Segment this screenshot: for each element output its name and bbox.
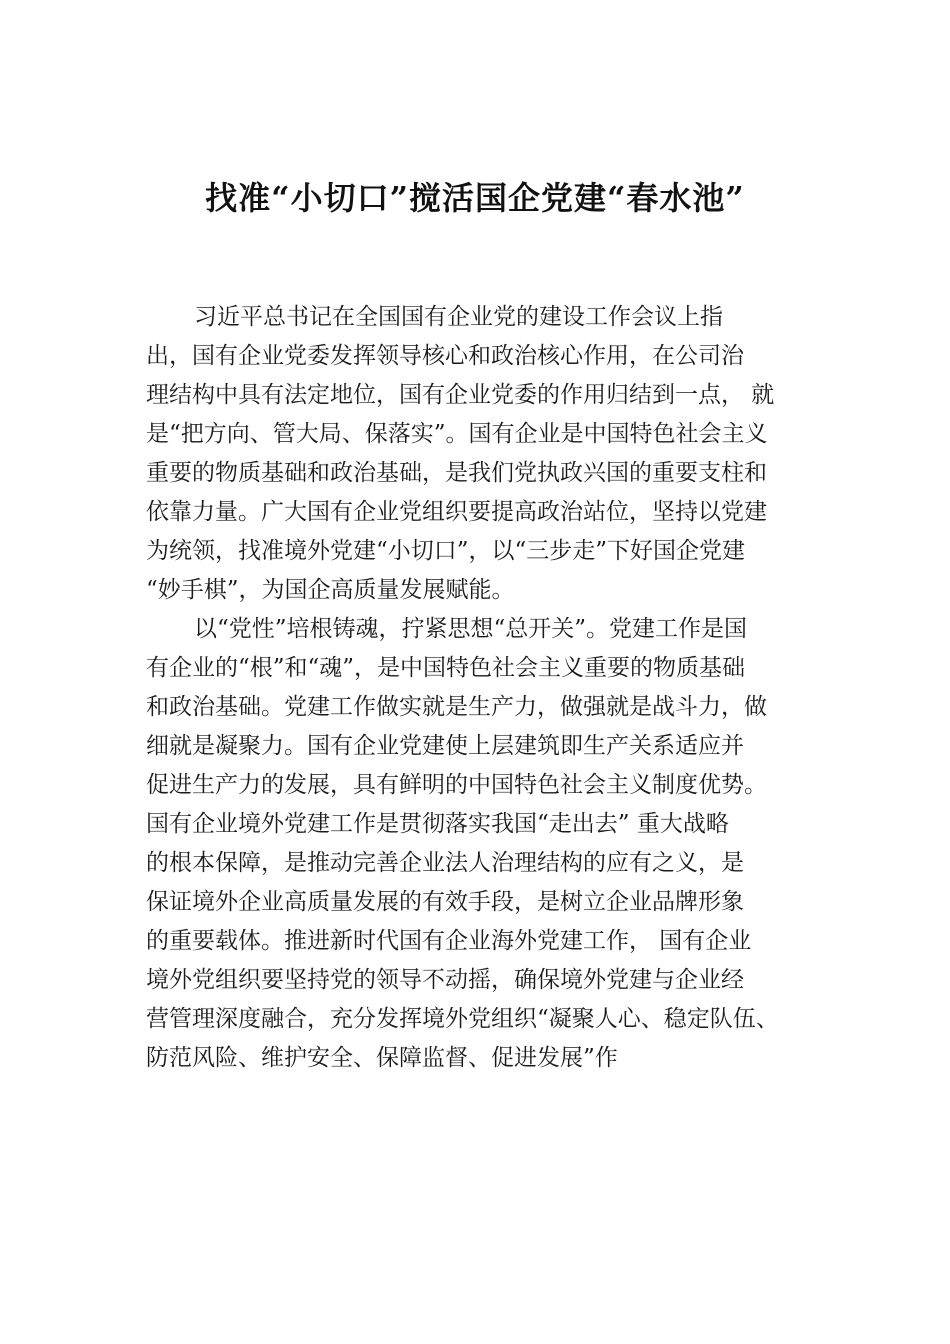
- paragraph-line: 细就是凝聚力。国有企业党建使上层建筑即生产关系适应并: [146, 733, 744, 759]
- document-body: [146, 298, 836, 1078]
- paragraph-1: [146, 298, 836, 610]
- paragraph-line: 促进生产力的发展，具有鲜明的中国特色社会主义制度优势。: [146, 772, 767, 798]
- paragraph-line: 是“把方向、管大局、保落实”。国有企业是中国特色社会主义: [146, 421, 768, 447]
- paragraph-line: 理结构中具有法定地位，国有企业党委的作用归结到一点， 就: [146, 382, 775, 408]
- paragraph-line: 营管理深度融合，充分发挥境外党组织“凝聚人心、稳定队伍、: [146, 1006, 779, 1032]
- paragraph-line: 出，国有企业党委发挥领导核心和政治核心作用，在公司治: [146, 343, 744, 369]
- paragraph-line: 有企业的“根”和“魂”，是中国特色社会主义重要的物质基础: [146, 655, 746, 681]
- paragraph-line: 重要的物质基础和政治基础，是我们党执政兴国的重要支柱和: [146, 460, 767, 486]
- paragraph-line: 习近平总书记在全国国有企业党的建设工作会议上指: [194, 304, 723, 330]
- document-title: 找准“小切口”搅活国企党建“春水池”: [205, 179, 745, 217]
- paragraph-line: 和政治基础。党建工作做实就是生产力，做强就是战斗力，做: [146, 694, 767, 720]
- paragraph-2: [146, 610, 836, 1078]
- paragraph-line: 为统领，找准境外党建“小切口”，以“三步走”下好国企党建: [146, 538, 746, 564]
- paragraph-line: 的根本保障，是推动完善企业法人治理结构的应有之义，是: [146, 850, 744, 876]
- paragraph-line: 以“党性”培根铸魂，拧紧思想“总开关”。党建工作是国: [194, 616, 748, 642]
- paragraph-line: 境外党组织要坚持党的领导不动摇，确保境外党建与企业经: [146, 967, 744, 993]
- paragraph-line: 国有企业境外党建工作是贯彻落实我国“走出去” 重大战略: [146, 811, 729, 837]
- paragraph-line: 依靠力量。广大国有企业党组织要提高政治站位，坚持以党建: [146, 499, 767, 525]
- paragraph-line: 的重要载体。推进新时代国有企业海外党建工作， 国有企业: [146, 928, 752, 954]
- paragraph-line: 保证境外企业高质量发展的有效手段，是树立企业品牌形象: [146, 889, 744, 915]
- paragraph-line: “妙手棋”，为国企高质量发展赋能。: [146, 577, 515, 603]
- paragraph-line: 防范风险、维护安全、保障监督、促进发展”作: [146, 1045, 618, 1071]
